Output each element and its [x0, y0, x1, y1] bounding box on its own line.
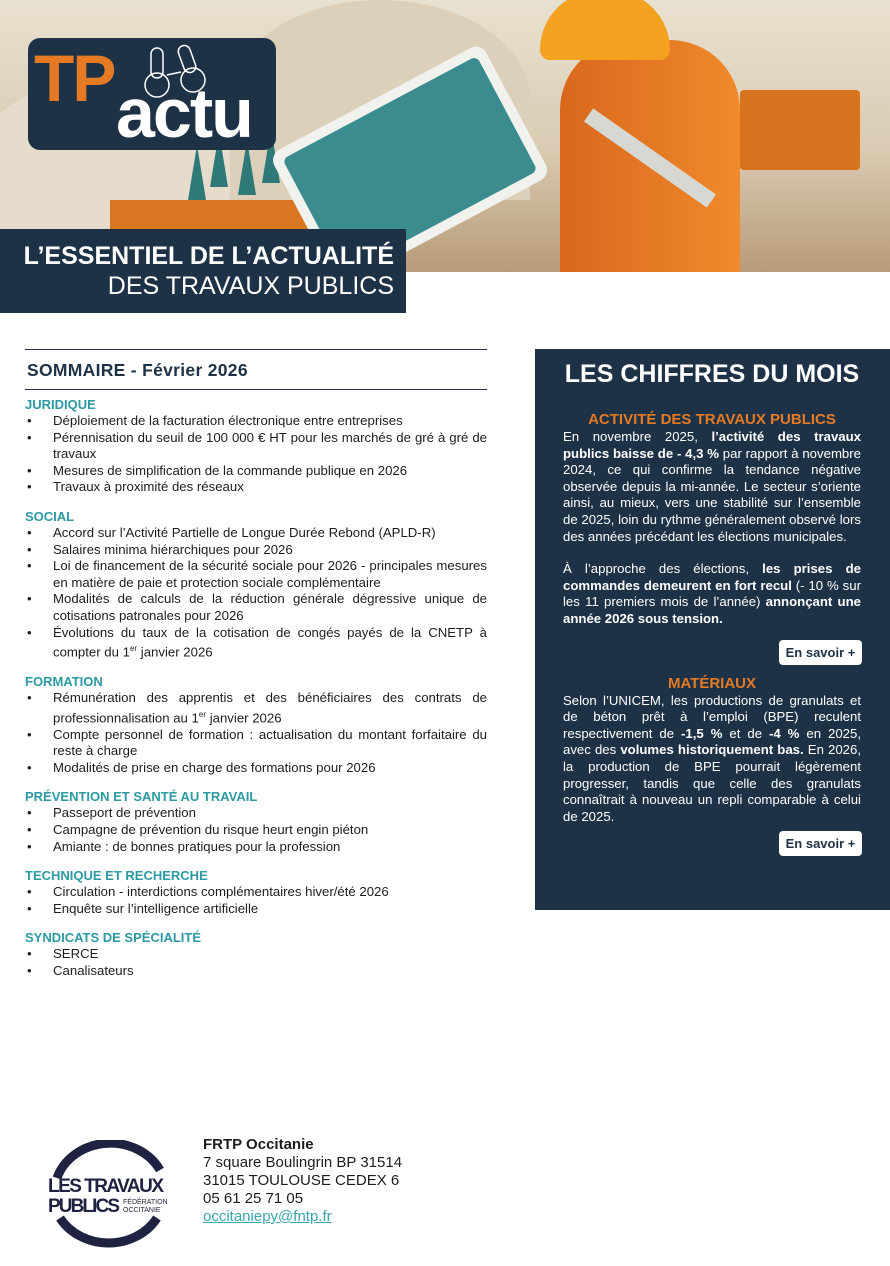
svg-text:PUBLICS: PUBLICS [48, 1196, 120, 1217]
list-item [25, 760, 487, 777]
section-heading: JURIDIQUE [25, 397, 96, 412]
superscript: er [129, 644, 138, 654]
bold-text: l’activité des travaux publics baisse de - 4,3 % [563, 429, 862, 461]
text-segment: SERCE [53, 946, 99, 962]
sommaire-title: SOMMAIRE - Février 2026 [27, 360, 248, 380]
en-savoir-plus-button[interactable]: En savoir + [779, 831, 862, 856]
materiaux-paragraph [563, 693, 861, 826]
svg-text:OCCITANIE: OCCITANIE [123, 1207, 161, 1214]
text-segment: Évolutions du taux de la cotisation de congés payés de la CNETP à compter du 1 [53, 624, 487, 660]
text-segment: Pérennisation du seuil de 100 000 € HT pour les marchés de gré à gré de travaux [53, 429, 487, 462]
section-heading: SYNDICATS DE SPÉCIALITÉ [25, 930, 202, 946]
list-item [25, 625, 487, 662]
tree [188, 145, 206, 200]
list-item [25, 839, 487, 856]
bold-text: volumes historiquement bas. [620, 742, 804, 758]
section-heading: FORMATION [25, 674, 103, 690]
sommaire-section [25, 789, 487, 855]
title-banner [0, 229, 406, 313]
truck [740, 90, 860, 170]
text-segment: janvier 2026 [137, 644, 213, 660]
sommaire-section [25, 930, 487, 979]
text-segment: Modalités de prise en charge des formations pour 2026 [53, 759, 376, 775]
banner-subtitle: DES TRAVAUX PUBLICS [107, 272, 394, 300]
sommaire-section [25, 509, 487, 661]
address-line: 7 square Boulingrin BP 31514 [203, 1154, 403, 1171]
materiaux-heading: MATÉRIAUX [667, 674, 757, 692]
en-savoir-plus-button[interactable]: En savoir + [779, 640, 862, 665]
text-segment: Loi de financement de la sécurité sociale pour 2026 - principales mesures en matière de paie et protection sociale complémentaire [53, 558, 487, 590]
org-name: FRTP Occitanie [203, 1136, 314, 1153]
text-segment: En 2026, la production de BPE pourrait légèrement progresser, tandis que celle des granulats connaîtrait à nouveau un repli comparable à celui de 2025. [563, 742, 862, 824]
fntp-occitanie-logo [45, 1140, 170, 1250]
text-segment: et de [722, 725, 769, 741]
list-item [25, 727, 487, 760]
logo-tp: TP [34, 41, 115, 115]
list-item [25, 542, 487, 559]
section-heading: TECHNIQUE ET RECHERCHE [25, 868, 208, 884]
list-item [25, 591, 487, 624]
phone: 05 61 25 71 05 [203, 1190, 304, 1207]
sommaire-section [25, 397, 487, 496]
text-segment: Travaux à proximité des réseaux [53, 479, 244, 495]
text-segment: Canalisateurs [53, 963, 134, 979]
panel-title: LES CHIFFRES DU MOIS [564, 360, 860, 388]
list-item [25, 690, 487, 727]
tp-actu-logo [28, 38, 276, 150]
list-item [25, 463, 487, 480]
text-segment: Accord sur l’Activité Partielle de Longue Durée Rebond (APLD-R) [53, 524, 436, 540]
sommaire-section [25, 868, 487, 917]
text-segment: En novembre 2025, [563, 429, 712, 444]
text-segment: en 2025, avec des [563, 725, 861, 758]
text-segment: Circulation - interdictions complémentaires hiver/été 2026 [53, 884, 389, 900]
bold-text: -4 % [768, 725, 800, 741]
list-item [25, 525, 487, 542]
helmet [540, 0, 670, 60]
text-segment: Compte personnel de formation : actualisation du montant forfaitaire du reste à charge [53, 726, 487, 759]
text-segment: Enquête sur l’intelligence artificielle [53, 900, 259, 916]
bold-text: annonçant une année 2026 sous tension. [563, 594, 862, 626]
text-segment: Salaires minima hiérarchiques pour 2026 [53, 541, 293, 557]
activite-heading: ACTIVITÉ DES TRAVAUX PUBLICS [588, 411, 836, 428]
bold-text: -1,5 % [681, 725, 723, 741]
contact-block [203, 1136, 402, 1226]
list-item [25, 901, 487, 918]
text-segment: Passeport de prévention [53, 805, 196, 821]
bold-text: les prises de commandes demeurent en fort recul [563, 561, 861, 593]
svg-text:LES TRAVAUX: LES TRAVAUX [48, 1176, 164, 1197]
list-item [25, 884, 487, 901]
text-segment: Mesures de simplification de la commande publique en 2026 [53, 462, 408, 478]
superscript: er [198, 709, 207, 719]
text-segment: Déploiement de la facturation électronique entre entreprises [53, 413, 403, 428]
list-item [25, 413, 487, 430]
sommaire [25, 349, 487, 980]
activite-paragraph-2 [563, 561, 861, 627]
address-line: 31015 TOULOUSE CEDEX 6 [203, 1172, 400, 1189]
list-item [25, 946, 487, 963]
text-segment: Amiante : de bonnes pratiques pour la profession [53, 838, 341, 854]
list-item [25, 963, 487, 980]
divider [25, 389, 487, 390]
text-segment: À l’approche des élections, [563, 561, 763, 577]
activite-paragraph [563, 429, 861, 545]
text-segment: Campagne de prévention du risque heurt engin piéton [53, 822, 369, 838]
list-item [25, 822, 487, 839]
text-segment: Rémunération des apprentis et des bénéficiaires des contrats de professionnalisation au 1 [53, 690, 487, 726]
text-segment: janvier 2026 [206, 710, 282, 726]
sommaire-section [25, 674, 487, 776]
text-segment: Selon l’UNICEM, les productions de granulats et de béton prêt à l’emploi (BPE) reculent respectivement de [563, 692, 861, 741]
section-heading: PRÉVENTION ET SANTÉ AU TRAVAIL [25, 789, 258, 805]
section-heading: SOCIAL [25, 508, 75, 524]
list-item [25, 805, 487, 822]
text-segment: (- 10 % sur les 11 premiers mois de l’année) [563, 577, 861, 610]
logo-actu: actu [116, 74, 252, 152]
list-item [25, 479, 487, 496]
list-item [25, 558, 487, 591]
svg-text:FÉDÉRATION: FÉDÉRATION [123, 1199, 168, 1206]
banner-title: L’ESSENTIEL DE L’ACTUALITÉ [23, 242, 394, 270]
chiffres-du-mois-panel [535, 349, 890, 910]
text-segment: par rapport à novembre 2024, ce qui confirme la tendance négative observée depuis la mi-année. Le secteur s’oriente ainsi, au mieux, vers une stabilité sur l’ensemble de 2025, loin du rythme généralement observé lors des années précédant les élections municipales. [563, 445, 861, 544]
list-item [25, 430, 487, 463]
email-link[interactable]: occitaniepy@fntp.fr [203, 1208, 332, 1225]
text-segment: Modalités de calculs de la réduction générale dégressive unique de cotisations patronales pour 2026 [53, 591, 487, 623]
